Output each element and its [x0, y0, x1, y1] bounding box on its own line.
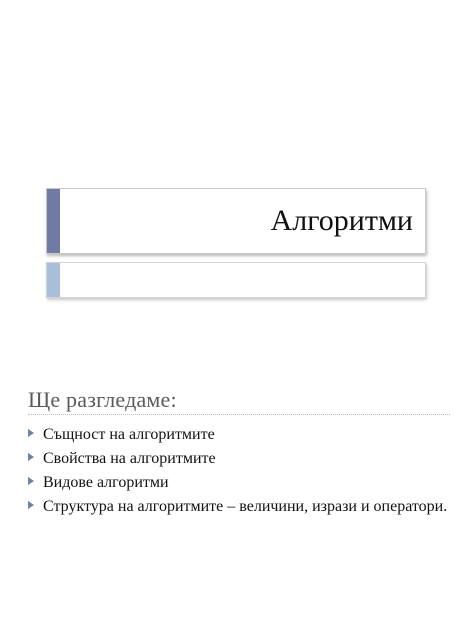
list-item	[28, 496, 448, 517]
list-item	[28, 424, 448, 445]
triangle-bullet-icon	[28, 453, 34, 461]
title-accent-bar	[47, 189, 60, 253]
triangle-bullet-icon	[28, 477, 34, 485]
section-divider	[28, 414, 450, 415]
list-item	[28, 448, 448, 469]
topic-list	[28, 424, 448, 520]
triangle-bullet-icon	[28, 501, 34, 509]
subtitle-accent-bar	[47, 263, 60, 297]
slide-title: Алгоритми	[270, 204, 413, 237]
list-item-text: Структура на алгоритмите – величини, изрази и оператори.	[43, 498, 448, 515]
list-item-text: Същност на алгоритмите	[43, 426, 215, 443]
section-heading: Ще разгледаме:	[28, 387, 177, 412]
title-panel	[46, 188, 426, 254]
subtitle-panel	[46, 262, 426, 298]
list-item	[28, 472, 448, 493]
triangle-bullet-icon	[28, 429, 34, 437]
list-item-text: Видове алгоритми	[43, 474, 169, 491]
list-item-text: Свойства на алгоритмите	[43, 450, 216, 467]
